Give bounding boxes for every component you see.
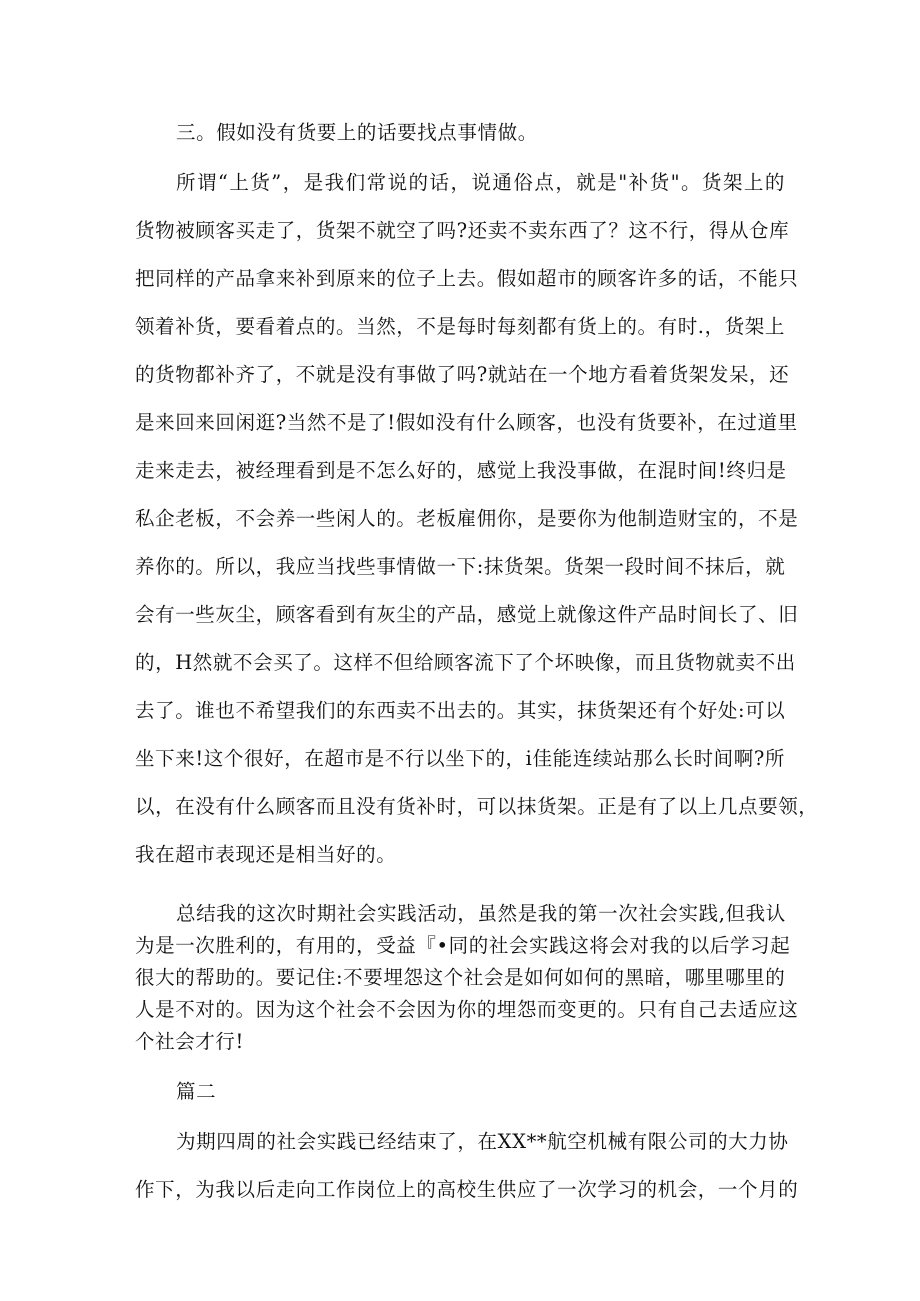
paragraph-line: 去了。谁也不希望我们的东西卖不出去的。其实，抹货架还有个好处:可以 bbox=[135, 699, 786, 722]
paragraph-line: 为期四周的社会实践已经结束了，在XX**航空机械有限公司的大力协 bbox=[176, 1130, 789, 1153]
paragraph-line: 坐下来!这个很好，在超市是不行以坐下的，i佳能连续站那么长时间啊?所 bbox=[135, 747, 785, 770]
paragraph-line: 个社会才行! bbox=[135, 1030, 244, 1053]
paragraph-line: 以，在没有什么顾客而且没有货补时，可以抹货架。正是有了以上几点要领， bbox=[135, 795, 819, 818]
paragraph-line: 为是一次胜利的，有用的，受益『•同的社会实践这将会对我的以后学习起 bbox=[135, 934, 791, 957]
section-heading: 三。假如没有货要上的话要找点事情做。 bbox=[176, 121, 538, 144]
paragraph-line: 货物被顾客买走了，货架不就空了吗?还卖不卖东西了？这不行，得从仓库 bbox=[135, 219, 790, 242]
paragraph-line: 会有一些灰尘，顾客看到有灰尘的产品，感觉上就像这件产品时间长了、旧 bbox=[135, 603, 799, 626]
paragraph-line: 养你的。所以，我应当找些事情做一下:抹货架。货架一段时间不抹后，就 bbox=[135, 555, 786, 578]
paragraph-line: 把同样的产品拿来补到原来的位子上去。假如超市的顾客许多的话，不能只 bbox=[135, 267, 799, 290]
paragraph-line: 走来走去，被经理看到是不怎么好的，感觉上我没事做，在混时间!终归是 bbox=[135, 459, 787, 482]
paragraph-line: 人是不对的。因为这个社会不会因为你的埋怨而变更的。只有自己去适应这 bbox=[135, 998, 799, 1021]
paragraph-line: 的货物都补齐了，不就是没有事做了吗?就站在一个地方看着货架发呆，还 bbox=[135, 363, 790, 386]
paragraph-line: 作下，为我以后走向工作岗位上的高校生供应了一次学习的机会，一个月的 bbox=[135, 1178, 799, 1201]
paragraph-line: 所谓“上货”，是我们常说的话，说通俗点，就是"补货"。货架上的 bbox=[176, 171, 785, 194]
paragraph-line: 的，H然就不会买了。这样不但给顾客流下了个坏映像，而且货物就卖不出 bbox=[135, 651, 796, 674]
paragraph-line: 领着补货，要看着点的。当然，不是每时每刻都有货上的。有时.，货架上 bbox=[135, 315, 785, 338]
paragraph-line: 很大的帮助的。要记住:不要埋怨这个社会是如何如何的黑暗，哪里哪里的 bbox=[135, 966, 786, 989]
paragraph-line: 总结我的这次时期社会实践活动，虽然是我的第一次社会实践,但我认 bbox=[176, 902, 786, 925]
paragraph-line: 我在超市表现还是相当好的。 bbox=[135, 843, 397, 866]
paragraph-line: 私企老板，不会养一些闲人的。老板雇佣你，是要你为他制造财宝的，不是 bbox=[135, 507, 799, 530]
section-heading: 篇二 bbox=[176, 1080, 217, 1103]
paragraph-line: 是来回来回闲逛?当然不是了!假如没有什么顾客，也没有货要补，在过道里 bbox=[135, 411, 798, 434]
